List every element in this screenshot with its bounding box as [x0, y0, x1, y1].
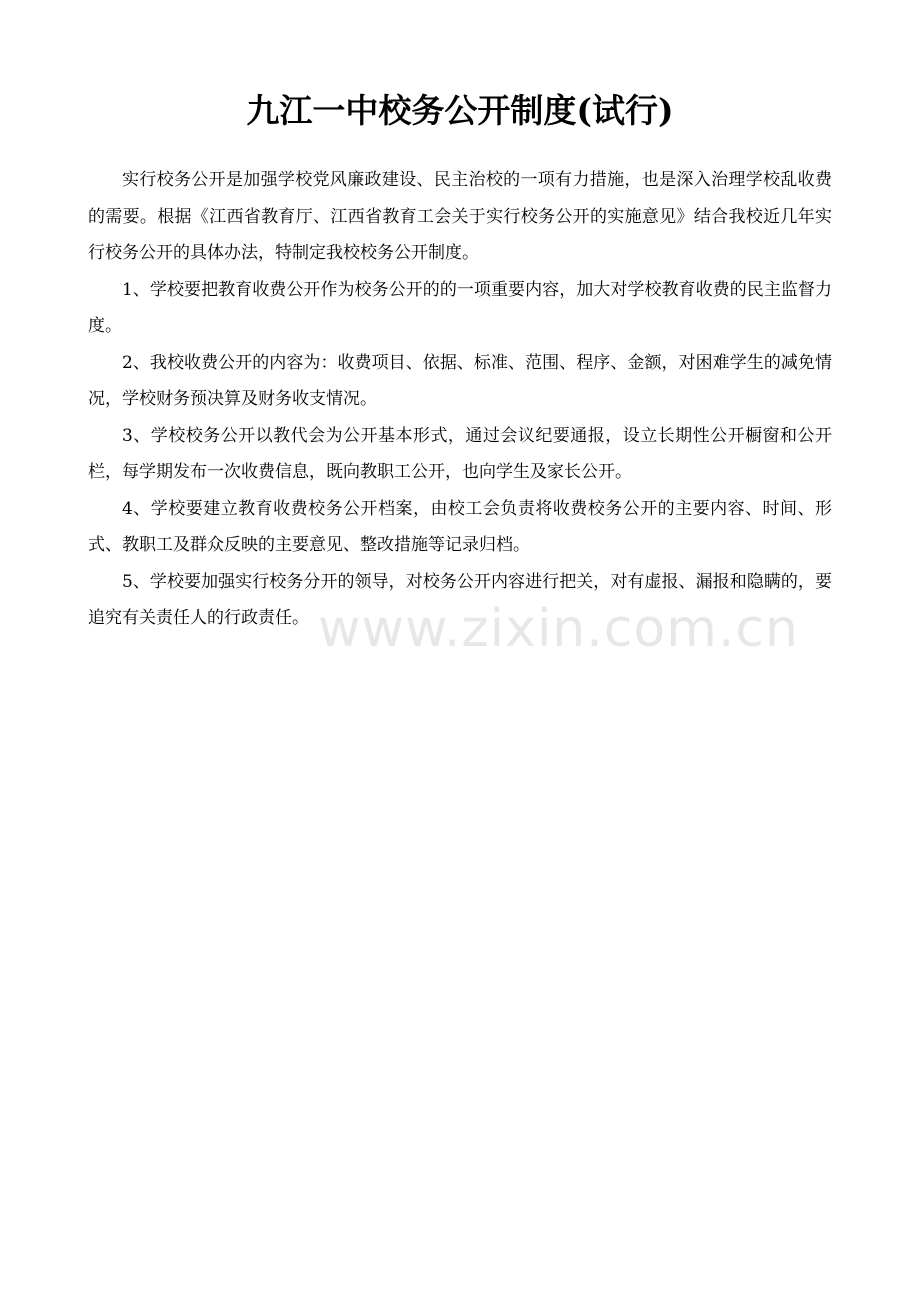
clause-4-paragraph: 4、学校要建立教育收费校务公开档案，由校工会负责将收费校务公开的主要内容、时间、形式、教职工及群众反映的主要意见、整改措施等记录归档。 — [88, 498, 832, 555]
clause-1-paragraph: 1、学校要把教育收费公开作为校务公开的的一项重要内容，加大对学校教育收费的民主监督力度。 — [88, 279, 832, 336]
clause-5-paragraph: 5、学校要加强实行校务分开的领导，对校务公开内容进行把关，对有虚报、漏报和隐瞒的，要追究有关责任人的行政责任。 — [88, 571, 832, 628]
clause-3-paragraph: 3、学校校务公开以教代会为公开基本形式，通过会议纪要通报，设立长期性公开橱窗和公开栏，每学期发布一次收费信息，既向教职工公开，也向学生及家长公开。 — [88, 425, 832, 482]
site-watermark: www.zixin.com.cn — [318, 599, 799, 659]
document-body — [88, 162, 832, 637]
intro-paragraph: 实行校务公开是加强学校党风廉政建设、民主治校的一项有力措施，也是深入治理学校乱收费的需要。根据《江西省教育厅、江西省教育工会关于实行校务公开的实施意见》结合我校近几年实行校务公开的具体办法，特制定我校校务公开制度。 — [88, 170, 832, 263]
document-title: 九江一中校务公开制度(试行) — [246, 91, 674, 130]
clause-2-paragraph: 2、我校收费公开的内容为：收费项目、依据、标准、范围、程序、金额，对困难学生的减免情况，学校财务预决算及财务收支情况。 — [88, 352, 832, 409]
